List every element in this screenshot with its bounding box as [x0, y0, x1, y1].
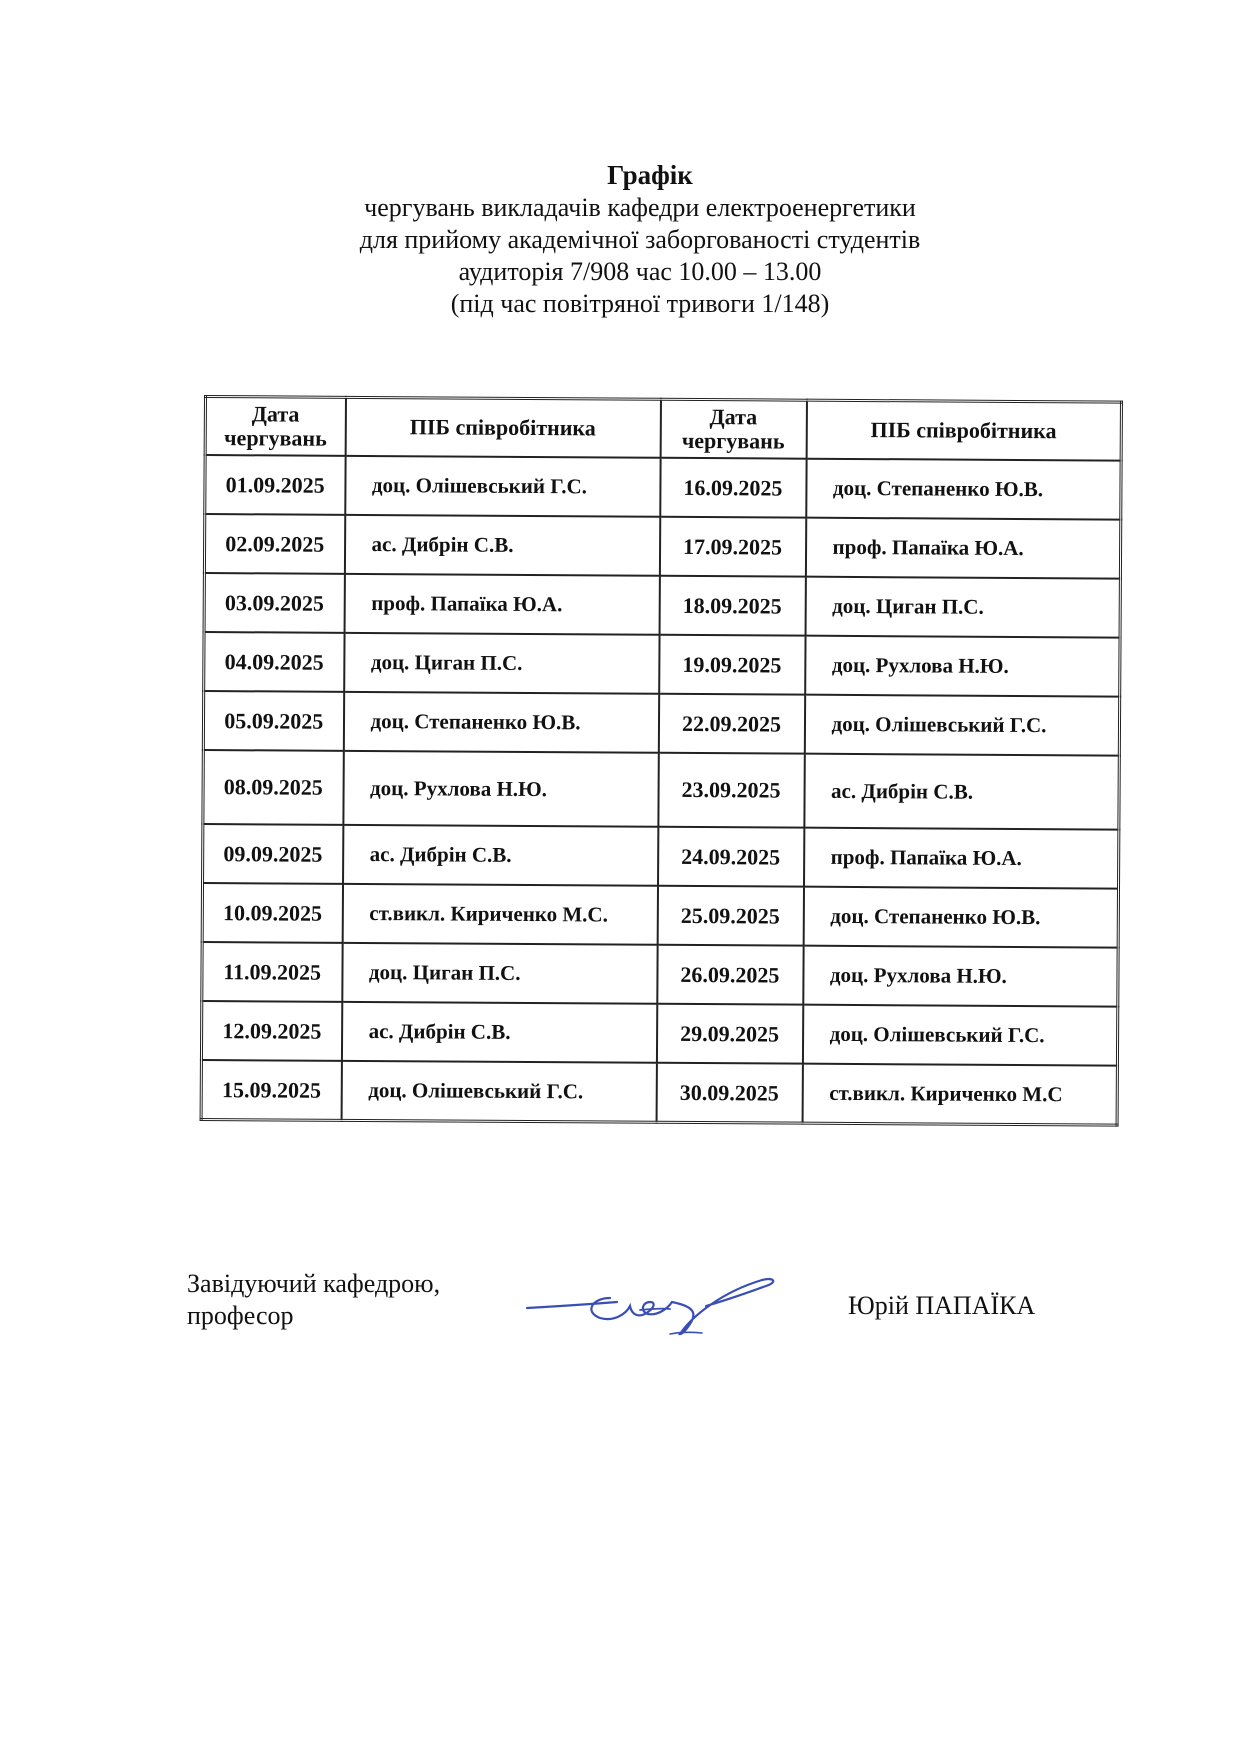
table-row: [204, 573, 1120, 638]
duty-date: 19.09.2025: [659, 635, 805, 695]
duty-date: 23.09.2025: [658, 753, 804, 828]
staff-name: доц. Олішевський Г.С.: [341, 1061, 656, 1122]
signatory-position-line1: Завідуючий кафедрою,: [187, 1269, 441, 1298]
subtitle-line-2: для прийому академічної заборгованості студентів: [359, 225, 921, 254]
document-title: Графік: [607, 160, 693, 190]
table-row: [201, 1060, 1117, 1125]
header-date-left: [205, 397, 345, 456]
staff-name: доц. Рухлова Н.Ю.: [803, 946, 1118, 1007]
duty-date: 25.09.2025: [657, 886, 803, 946]
table-row: [203, 750, 1119, 830]
duty-date: 29.09.2025: [656, 1004, 802, 1064]
staff-name: доц. Рухлова Н.Ю.: [343, 751, 658, 827]
duty-date: 17.09.2025: [659, 517, 805, 577]
staff-name: ст.викл. Кириченко М.С: [802, 1064, 1117, 1125]
staff-name: доц. Олішевський Г.С.: [804, 695, 1119, 756]
duty-date: 15.09.2025: [201, 1060, 341, 1120]
header-date-right-line1: Дата: [709, 404, 758, 430]
table-row: [203, 824, 1119, 889]
staff-name: доц. Циган П.С.: [342, 943, 657, 1004]
staff-name: доц. Рухлова Н.Ю.: [805, 636, 1120, 697]
duty-date: 08.09.2025: [203, 750, 343, 825]
staff-name: доц. Степаненко Ю.В.: [806, 459, 1121, 520]
duty-date: 09.09.2025: [203, 824, 343, 884]
table-header-row: [205, 397, 1121, 461]
staff-name: доц. Циган П.С.: [344, 633, 659, 694]
staff-name: доц. Степаненко Ю.В.: [343, 692, 658, 753]
duty-date: 10.09.2025: [202, 883, 342, 943]
staff-name: ас. Дибрін С.В.: [344, 515, 659, 576]
staff-name: ас. Дибрін С.В.: [341, 1002, 656, 1063]
duty-date: 16.09.2025: [660, 458, 806, 518]
staff-name: ас. Дибрін С.В.: [804, 754, 1119, 830]
staff-name: ас. Дибрін С.В.: [343, 825, 658, 886]
table-row: [202, 942, 1118, 1007]
duty-date: 24.09.2025: [658, 827, 804, 887]
duty-schedule-table: [200, 395, 1123, 1127]
header-name-right: ПІБ співробітника: [806, 400, 1121, 460]
table-row: [203, 691, 1119, 756]
staff-name: ст.викл. Кириченко М.С.: [342, 884, 657, 945]
duty-date: 12.09.2025: [201, 1001, 341, 1061]
signatory-name: Юрій ПАПАЇКА: [848, 1291, 1036, 1320]
duty-date: 26.09.2025: [657, 945, 803, 1005]
table-row: [205, 455, 1121, 520]
header-date-right: [660, 399, 806, 458]
duty-date: 22.09.2025: [658, 694, 804, 754]
staff-name: доц. Олішевський Г.С.: [345, 456, 660, 517]
staff-name: доц. Циган П.С.: [805, 577, 1120, 638]
duty-date: 01.09.2025: [205, 455, 345, 515]
table-row: [204, 632, 1120, 697]
header-date-left-line2: чергувань: [224, 425, 327, 451]
table-row: [201, 1001, 1117, 1066]
subtitle-line-3: аудиторія 7/908 час 10.00 – 13.00: [458, 257, 822, 286]
staff-name: проф. Папаїка Ю.А.: [805, 518, 1120, 579]
signatory-position-line2: професор: [187, 1301, 294, 1330]
header-date-left-line1: Дата: [251, 401, 300, 427]
document-header: [0, 158, 1240, 320]
duty-date: 03.09.2025: [204, 573, 344, 633]
staff-name: проф. Папаїка Ю.А.: [344, 574, 659, 635]
staff-name: доц. Олішевський Г.С.: [802, 1005, 1117, 1066]
duty-date: 30.09.2025: [656, 1063, 802, 1123]
table-row: [204, 514, 1120, 579]
duty-date: 04.09.2025: [204, 632, 344, 692]
table-row: [202, 883, 1118, 948]
header-date-right-line2: чергувань: [681, 427, 785, 454]
staff-name: проф. Папаїка Ю.А.: [804, 828, 1119, 889]
handwritten-signature: [522, 1272, 782, 1342]
duty-date: 11.09.2025: [202, 942, 342, 1002]
subtitle-line-4: (під час повітряної тривоги 1/148): [450, 289, 830, 318]
subtitle-line-1: чергувань викладачів кафедри електроенергетики: [364, 193, 916, 222]
duty-date: 18.09.2025: [659, 576, 805, 636]
signatory-position: [187, 1268, 440, 1332]
staff-name: доц. Степаненко Ю.В.: [803, 887, 1118, 948]
duty-date: 05.09.2025: [203, 691, 343, 751]
header-name-left: ПІБ співробітника: [345, 397, 660, 457]
duty-date: 02.09.2025: [204, 514, 344, 574]
